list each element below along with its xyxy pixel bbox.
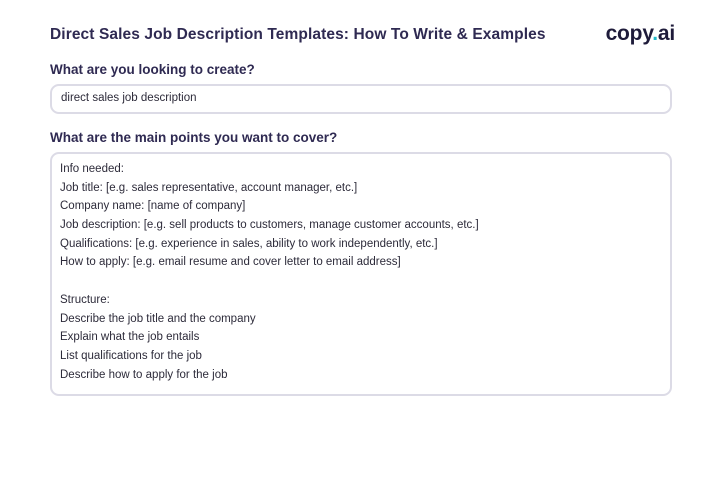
- brand-logo-dot: .: [652, 22, 658, 45]
- points-line: How to apply: [e.g. email resume and cover letter to email address]: [60, 256, 401, 269]
- points-line: Qualifications: [e.g. experience in sales, ability to work independently, etc.]: [60, 237, 438, 250]
- points-line: Company name: [name of company]: [60, 200, 246, 213]
- create-input[interactable]: [50, 84, 672, 114]
- points-line: Job title: [e.g. sales representative, account manager, etc.]: [60, 181, 358, 194]
- points-line: List qualifications for the job: [60, 349, 202, 362]
- page-title: Direct Sales Job Description Templates: How To Write & Examples: [50, 26, 546, 43]
- points-textarea[interactable]: [50, 152, 672, 396]
- points-line: Describe the job title and the company: [60, 312, 256, 325]
- points-line: Structure:: [60, 293, 110, 306]
- points-label: What are the main points you want to cover?: [50, 130, 338, 145]
- create-label: What are you looking to create?: [50, 62, 255, 77]
- points-line: Info needed:: [60, 163, 124, 175]
- points-line: Job description: [e.g. sell products to customers, manage customer accounts, etc.]: [60, 219, 479, 232]
- points-line: [60, 272, 479, 291]
- brand-logo-main: copy: [605, 22, 653, 45]
- points-lines: [60, 160, 479, 384]
- brand-logo-suffix: ai: [657, 22, 675, 45]
- create-input-value: direct sales job description: [61, 92, 197, 104]
- brand-logo[interactable]: [606, 22, 675, 46]
- page-header: [50, 24, 675, 50]
- points-line: Describe how to apply for the job: [60, 368, 228, 381]
- points-line: Explain what the job entails: [60, 331, 200, 344]
